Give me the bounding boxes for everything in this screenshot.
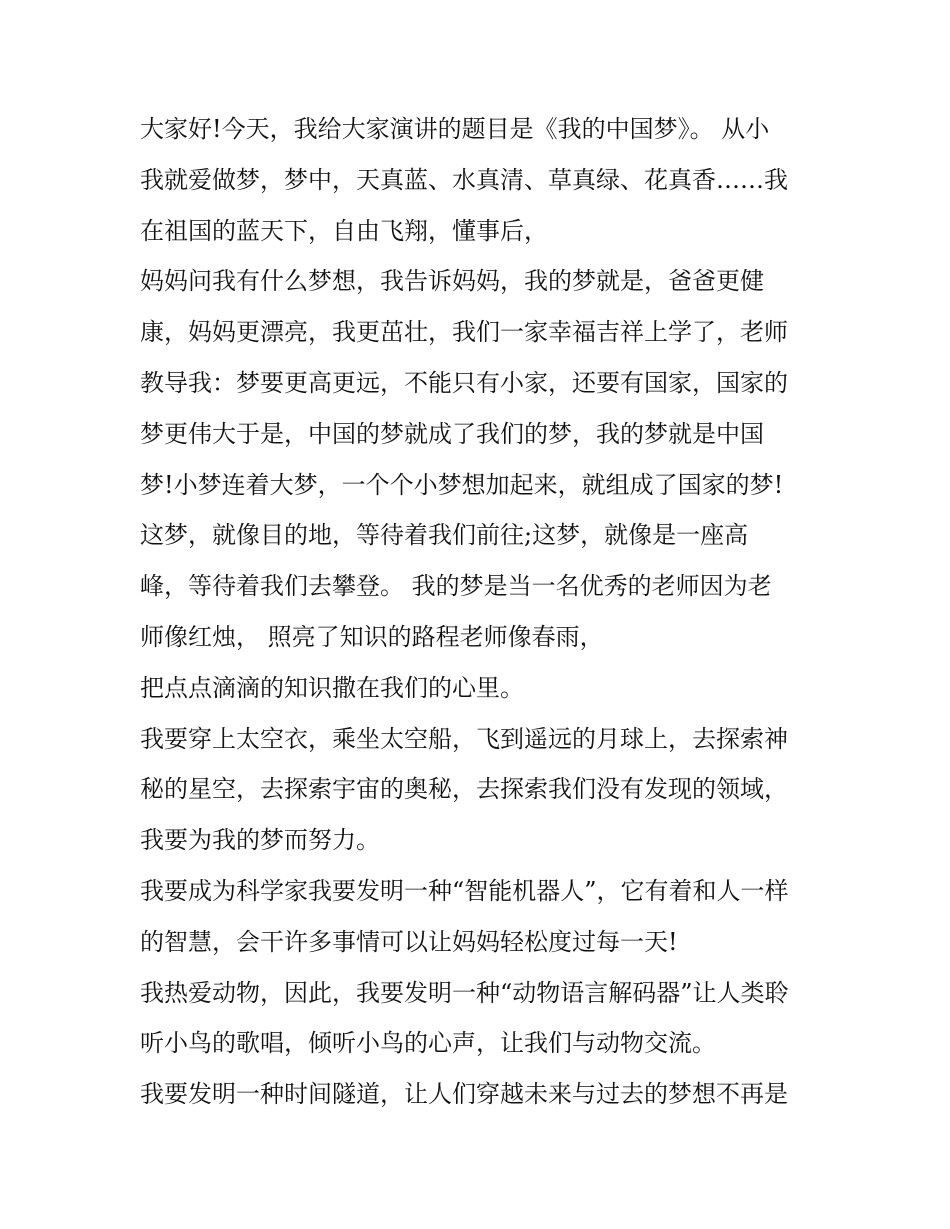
text-line: 我热爱动物，因此，我要发明一种“动物语言解码器”让人类聆 — [140, 978, 789, 1007]
text-line: 秘的星空，去探索宇宙的奥秘，去探索我们没有发现的领域， — [140, 775, 788, 804]
text-line: 康，妈妈更漂亮，我更茁壮，我们一家幸福吉祥上学了，老师 — [140, 318, 788, 347]
text-line: 在祖国的蓝天下，自由飞翔，懂事后， — [140, 216, 548, 245]
text-line: 梦!小梦连着大梦，一个个小梦想加起来，就组成了国家的梦! — [140, 470, 784, 499]
text-line: 梦更伟大于是，中国的梦就成了我们的梦，我的梦就是中国 — [140, 419, 764, 448]
speech-text — [140, 104, 820, 1120]
text-line: 听小鸟的歌唱，倾听小鸟的心声，让我们与动物交流。 — [140, 1029, 716, 1058]
text-line: 师像红烛， 照亮了知识的路程老师像春雨， — [140, 622, 604, 651]
text-line: 的智慧，会干许多事情可以让妈妈轻松度过每一天! — [140, 927, 678, 956]
text-line: 把点点滴滴的知识撒在我们的心里。 — [140, 673, 524, 702]
text-line: 大家好!今天，我给大家演讲的题目是《我的中国梦》。 从小 — [140, 115, 770, 143]
text-line: 峰，等待着我们去攀登。 我的梦是当一名优秀的老师因为老 — [140, 572, 772, 601]
text-line: 教导我：梦要更高更远，不能只有小家，还要有国家，国家的 — [140, 368, 788, 397]
text-line: 这梦，就像目的地，等待着我们前往;这梦，就像是一座高 — [140, 521, 749, 550]
text-line: 妈妈问我有什么梦想，我告诉妈妈，我的梦就是，爸爸更健 — [140, 267, 764, 296]
text-line: 我要为我的梦而努力。 — [140, 826, 380, 855]
text-line: 我就爱做梦，梦中，天真蓝、水真清、草真绿、花真香……我 — [140, 165, 788, 194]
text-line: 我要穿上太空衣，乘坐太空船，飞到遥远的月球上，去探索神 — [140, 724, 788, 753]
text-line: 我要发明一种时间隧道，让人们穿越未来与过去的梦想不再是 — [140, 1080, 788, 1109]
text-line: 我要成为科学家我要发明一种“智能机器人”，它有着和人一样 — [140, 876, 789, 905]
